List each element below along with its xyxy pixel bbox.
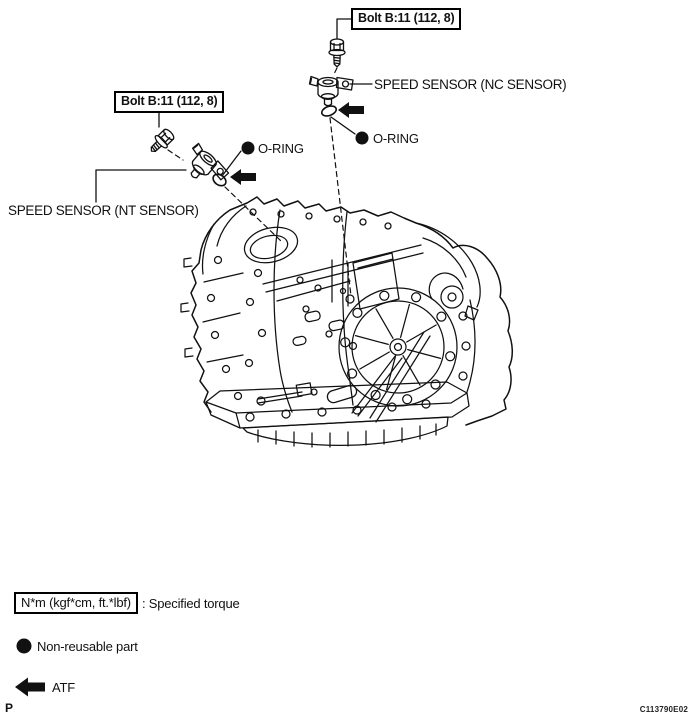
- atf-label: ATF: [52, 680, 75, 695]
- non-reusable-label: Non-reusable part: [37, 639, 138, 654]
- filled-circle-icon-left: [242, 142, 255, 155]
- figure-code: C113790E02: [639, 705, 688, 714]
- torque-unit-box: N*m (kgf*cm, ft.*lbf): [14, 592, 138, 614]
- page-marker: P: [5, 701, 14, 715]
- bolt-icon-top: [329, 39, 345, 67]
- o-ring-icon-right: [320, 104, 337, 118]
- speed-sensor-nt-label: SPEED SENSOR (NT SENSOR): [8, 203, 199, 218]
- torque-description: : Specified torque: [141, 595, 240, 611]
- filled-circle-icon-right: [356, 132, 369, 145]
- o-ring-icon-left: [211, 172, 228, 188]
- speed-sensor-nc-label: SPEED SENSOR (NC SENSOR): [374, 77, 567, 92]
- speed-sensor-nc-part: [310, 77, 354, 106]
- o-ring-label-right: O-RING: [373, 131, 419, 146]
- atf-arrow-icon-left: [230, 169, 256, 185]
- filled-circle-icon-legend: [17, 639, 32, 654]
- transaxle-drawing: [181, 197, 512, 447]
- atf-arrow-icon-right: [338, 102, 364, 118]
- torque-legend-row: [14, 592, 240, 614]
- atf-arrow-icon-legend: [15, 678, 45, 697]
- bolt-torque-callout-left: Bolt B:11 (112, 8): [114, 91, 224, 113]
- o-ring-label-left: O-RING: [258, 141, 304, 156]
- bolt-torque-callout-top: Bolt B:11 (112, 8): [351, 8, 461, 30]
